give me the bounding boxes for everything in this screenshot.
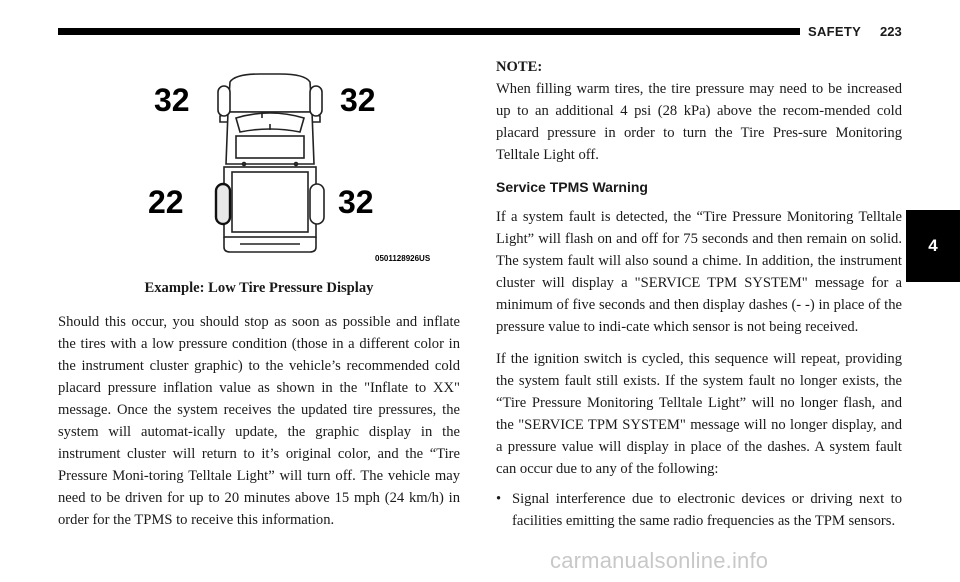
body-paragraph: If the ignition switch is cycled, this sequence will repeat, providing the system fault still exists. If the system fault no longer exists, the “Tire Pressure Monitoring Telltale Light” will no longer flash, and the "SERVICE TPM SYSTEM" message will no longer display, and a pressure value will display in place of the dashes. A system fault can occur due to any of the following: [496, 351, 902, 477]
tire-pressure-figure [140, 72, 445, 267]
list-item-text: Signal interference due to electronic devices or driving next to facilities emitting the same radio frequencies as the TPM sensors. [512, 491, 902, 529]
watermark: carmanualsonline.info [550, 548, 769, 573]
section-heading: Service TPMS Warning [496, 179, 648, 195]
pressure-rear-left: 22 [148, 184, 184, 220]
body-paragraph: If a system fault is detected, the “Tire Pressure Monitoring Telltale Light” will flash on and off for 75 seconds and then remain on solid. The system fault will also sound a chime. In addition, the instrument cluster will display a "SERVICE TPM SYSTEM" message for a minimum of five seconds and then display dashes (- -) in place of the pressure value to indi-cate which sensor is not being received. [496, 209, 902, 335]
tire-rear-left [216, 184, 230, 224]
tire-front-left [218, 86, 230, 116]
chapter-tab [906, 210, 960, 282]
pressure-rear-right: 32 [338, 184, 374, 220]
body-paragraph: Should this occur, you should stop as soon as possible and inflate the tires with a low pressure condition (those in a different color in the instrument cluster graphic) to the vehicle’s recommended cold placard pressure inflation value as shown in the "Inflate to XX" message. Once the system receives the updated tire pressures, the system will automat-ically update, the graphic display in the instrument cluster will return to it’s original color, and the “Tire Pressure Moni-toring Telltale Light” will turn off. The vehicle may need to be driven for up to 20 minutes above 15 mph (24 km/h) in order for the TPMS to receive this information. [58, 314, 460, 528]
truck-outline [220, 74, 320, 252]
chapter-number: 4 [928, 236, 938, 255]
truck-diagram [140, 72, 445, 267]
note-label: NOTE: [496, 59, 543, 75]
bullet-list [496, 488, 902, 532]
bullet-icon: • [496, 491, 502, 507]
page-number: 223 [880, 24, 902, 39]
pressure-front-right: 32 [340, 82, 376, 118]
left-column [58, 311, 460, 531]
list-item [496, 488, 902, 532]
header-rule [58, 28, 800, 35]
note-text: When filling warm tires, the tire pressure may need to be increased up to an additional 4 psi (28 kPa) above the recom-mended cold placard pressure in order to turn the Tire Pres-sure Monitoring Telltale Light off. [496, 81, 902, 163]
tire-rear-right [310, 184, 324, 224]
section-title: SAFETY [808, 24, 862, 39]
tire-front-right [310, 86, 322, 116]
figure-code: 0501128926US [375, 254, 431, 263]
pressure-front-left: 32 [154, 82, 190, 118]
right-column [496, 56, 902, 532]
figure-caption: Example: Low Tire Pressure Display [144, 280, 374, 296]
